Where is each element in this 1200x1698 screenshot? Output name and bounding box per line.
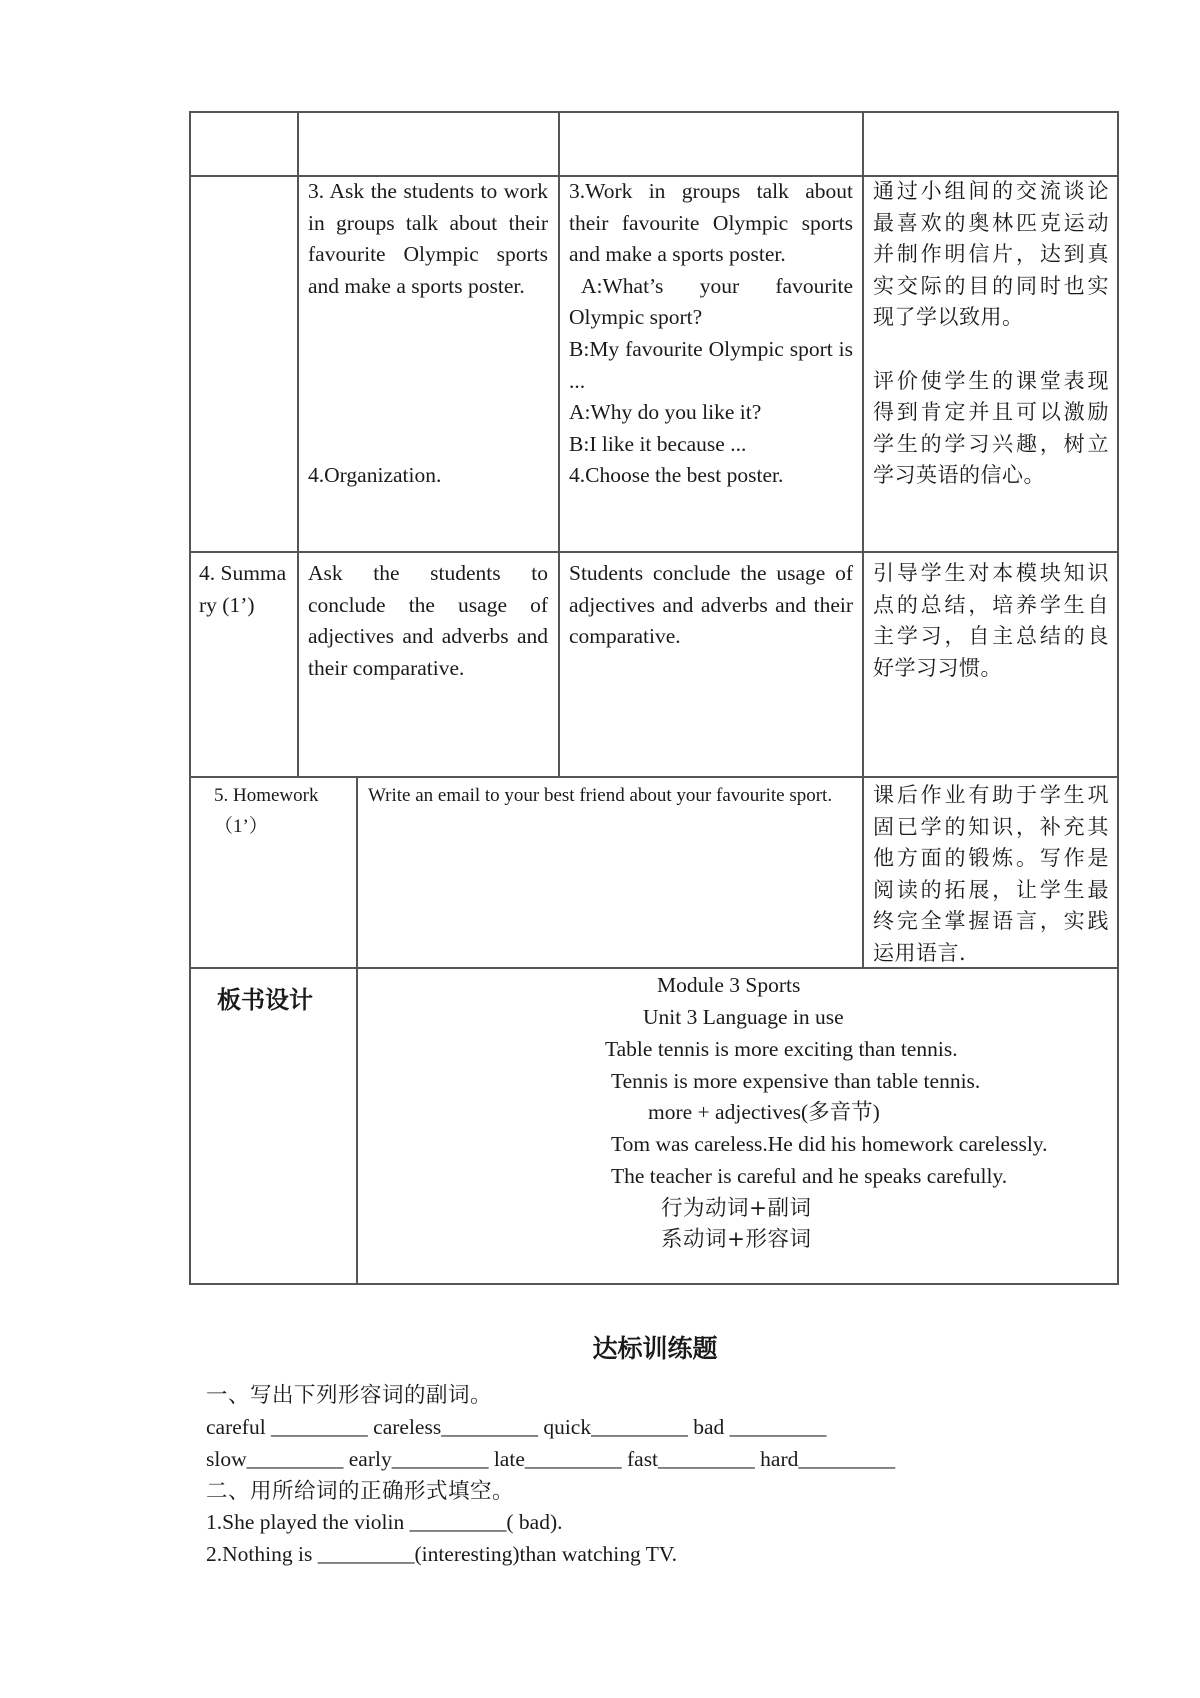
board-line: Module 3 Sports [657,973,801,997]
student-activity-cell [569,176,853,492]
design-purpose-text: 评价使学生的课堂表现得到肯定并且可以激励学生的学习兴趣，树立学习英语的信心。 [873,368,1109,488]
exercise-title: 达标训练题 [592,1334,718,1363]
homework-content-text: Write an email to your best friend about your favourite sport. [368,785,833,806]
board-line: more + adjectives(多音节) [648,1100,880,1124]
dialogue-line: A:What’s your favourite Olympic sport? [569,273,853,330]
student-activity-4: 4.Choose the best poster. [569,463,784,488]
exercise-section-2: 二、用所给词的正确形式填空。 [206,1479,515,1504]
column-divider [297,111,299,777]
board-line: Unit 3 Language in use [643,1005,844,1029]
board-line: 系动词+形容词 [661,1227,812,1252]
step-summary-label: 4. Summary (1’) [199,561,287,617]
design-purpose-text: 通过小组间的交流谈论最喜欢的奥林匹克运动并制作明信片，达到真实交际的目的同时也实现了学以致用。 [873,179,1109,330]
design-purpose-cell [873,176,1109,492]
summary-student-cell [569,558,853,653]
table-border-top [189,111,1119,113]
exercise-line: slow_________ early_________ late_________ fast_________ hard_________ [206,1447,896,1471]
step-summary-cell [199,558,291,621]
summary-purpose-text: 引导学生对本模块知识点的总结，培养学生自主学习，自主总结的良好学习习惯。 [873,561,1109,680]
table-border-right [1117,111,1119,1284]
row-divider [189,551,1119,553]
teacher-activity-cell [308,176,548,492]
column-divider [558,111,560,777]
exercise-question: 1.She played the violin _________( bad). [206,1510,563,1534]
column-divider [862,111,864,968]
summary-teacher-cell [308,558,548,684]
homework-purpose-cell [873,780,1109,970]
step-homework-label: 5. Homework （1’） [214,785,319,837]
step-homework-cell [214,780,350,842]
board-line: Tom was careless.He did his homework carelessly. [611,1132,1048,1156]
summary-purpose-cell [873,558,1109,684]
teacher-activity-4: 4.Organization. [308,463,442,488]
exercise-line: careful _________ careless_________ quick_________ bad _________ [206,1415,827,1439]
exercise-question: 2.Nothing is _________(interesting)than watching TV. [206,1542,677,1566]
row-divider [189,776,1119,778]
summary-student-text: Students conclude the usage of adjectives and adverbs and their comparative. [569,561,853,649]
exercise-section-1: 一、写出下列形容词的副词。 [206,1383,493,1408]
student-activity-3: 3.Work in groups talk about their favourite Olympic sports and make a sports poster. [569,179,853,267]
column-divider [356,776,358,1284]
table-border-bottom [189,1283,1119,1285]
homework-content-cell [368,780,848,811]
board-line: 行为动词+副词 [661,1196,812,1221]
homework-purpose-text: 课后作业有助于学生巩固已学的知识，补充其他方面的锻炼。写作是阅读的拓展，让学生最终完全掌握语言，实践运用语言. [873,783,1109,965]
board-line: The teacher is careful and he speaks carefully. [611,1164,1008,1188]
dialogue-line: B:My favourite Olympic sport is ... [569,336,853,393]
summary-teacher-text: Ask the students to conclude the usage of adjectives and adverbs and their comparative. [308,561,548,680]
board-line: Tennis is more expensive than table tennis. [611,1069,981,1093]
dialogue-line: B:I like it because ... [569,431,747,456]
board-line: Table tennis is more exciting than tennis. [605,1037,958,1061]
board-design-label: 板书设计 [217,986,313,1014]
table-border-left [189,111,191,1284]
teacher-activity-3: 3. Ask the students to work in groups talk about their favourite Olympic sports and make a sports poster. [308,179,548,298]
dialogue-line: A:Why do you like it? [569,400,762,425]
